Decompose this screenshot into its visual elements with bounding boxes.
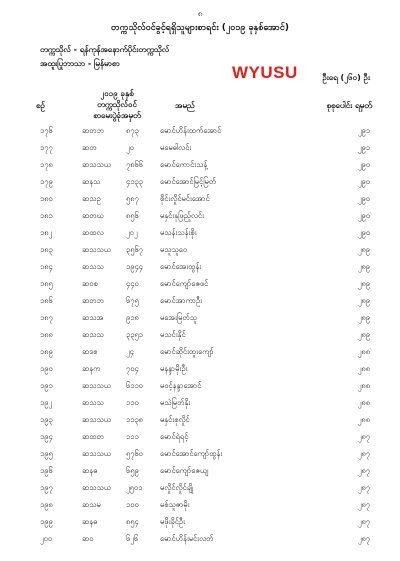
table-row xyxy=(0,126,400,140)
table-row xyxy=(0,483,400,497)
cell-number: ၅၈၇ xyxy=(126,194,139,203)
table-row xyxy=(0,245,400,259)
cell-name: မောင်ဆိုင်းထူးကျော် xyxy=(160,347,214,356)
table-row xyxy=(0,228,400,242)
cell-no: ၁၈၆ xyxy=(40,296,53,305)
cell-name: မသန်းသန်းစိုး xyxy=(160,228,197,237)
table-row xyxy=(0,432,400,446)
cell-name: မောင်ကောင်းသန့် xyxy=(160,160,208,169)
cell-total: ၂၈၉ xyxy=(357,262,370,271)
cell-total: ၂၈၇ xyxy=(357,534,370,543)
cell-number: ၁၉၄၄ xyxy=(126,262,143,271)
cell-total: ၂၈၇ xyxy=(357,517,370,526)
cell-no: ၁၉၆ xyxy=(40,466,53,475)
cell-class: ဆတဃ xyxy=(82,211,104,220)
cell-total: ၂၈၈ xyxy=(357,415,370,424)
cell-name: မဖိုးခိုင်ဦး xyxy=(160,517,185,526)
cell-class: ဆသဥ xyxy=(82,194,101,203)
cell-number: ၈၇၃ xyxy=(126,126,139,135)
cell-total: ၂၉၀ xyxy=(357,160,370,169)
header-roll-number xyxy=(82,88,152,121)
seat-count: ဦးရေ (၂၆၀) ဦး xyxy=(322,73,370,82)
table-row xyxy=(0,347,400,361)
document-title: တက္ကသိုလ်ဝင်ခွင့်ရရှိသူများစာရင်း (၂၀၁၉ ခုနှစ်အောင်) xyxy=(111,23,289,33)
cell-class: ဆသသ xyxy=(82,330,104,339)
cell-number: ၇၀၄ xyxy=(126,364,139,373)
cell-total: ၂၉၀ xyxy=(357,228,370,237)
table-row xyxy=(0,143,400,157)
cell-class: ဆနဓ xyxy=(82,466,98,475)
cell-class: ဆတဘ xyxy=(82,296,104,305)
cell-class: ဆဝစ xyxy=(82,279,98,288)
table-row xyxy=(0,177,400,191)
cell-no: ၁၉၅ xyxy=(40,449,53,458)
table-row xyxy=(0,279,400,293)
cell-number: ၁၁၁ xyxy=(126,432,139,441)
cell-number: ၃၅၆၇ xyxy=(126,245,143,254)
cell-name: မမေဓါလင်း xyxy=(160,143,192,152)
cell-name: မောင်အာကာဦး xyxy=(160,296,203,305)
cell-class: ဆသသယ xyxy=(82,245,112,254)
cell-name: မနှင်းနုဖြည့်လင်း xyxy=(160,211,204,220)
table-row xyxy=(0,262,400,276)
cell-total: ၂၈၇ xyxy=(357,466,370,475)
cell-no: ၁၉၀ xyxy=(40,364,53,373)
cell-name: မောင်အောင်မြင့်မြတ် xyxy=(160,177,217,186)
cell-number: ၆၁၁၀ xyxy=(126,381,143,390)
cell-no: ၁၈၉ xyxy=(40,347,53,356)
cell-name: မနှင်းစုလှိုင် xyxy=(160,415,190,424)
cell-no: ၁၇၇ xyxy=(40,143,53,152)
cell-name: မောင်ကျော်ဇေဖင် xyxy=(160,279,209,288)
cell-name: မောင်အေးထွန်း xyxy=(160,262,202,271)
cell-number: ၁၀၀ xyxy=(126,500,139,509)
cell-name: မောင်အောင်ကျော်ထွန်း xyxy=(160,449,223,458)
table-row xyxy=(0,296,400,310)
cell-number: ၅၇၆၀ xyxy=(126,449,143,458)
table-row xyxy=(0,330,400,344)
cell-total: ၂၉၀ xyxy=(357,194,370,203)
table-header xyxy=(0,88,400,122)
cell-total: ၂၉၀ xyxy=(357,211,370,220)
cell-no: ၁၉၈ xyxy=(40,500,53,509)
subject-line: အထူးပြုဘာသာ - မြန်မာစာ xyxy=(40,59,120,68)
cell-number: ၁၁၃၈ xyxy=(126,415,143,424)
cell-class: ဆဝ xyxy=(82,534,94,543)
cell-no: ၁၈၁ xyxy=(40,211,53,220)
table-row xyxy=(0,415,400,429)
table-row xyxy=(0,466,400,480)
header-roll-line2: တက္ကသိုလ်ဝင် xyxy=(97,100,137,109)
table-row xyxy=(0,534,400,548)
cell-total: ၂၈၈ xyxy=(357,381,370,390)
cell-class: ဆသသယ xyxy=(82,160,112,169)
cell-name: မောင်ဟိန်းထက်အောင် xyxy=(160,126,222,135)
table-row xyxy=(0,449,400,463)
cell-number: ၂၄ xyxy=(126,347,134,356)
cell-total: ၂၈၈ xyxy=(357,398,370,407)
cell-class: ဆသသယ xyxy=(82,483,112,492)
table-row xyxy=(0,381,400,395)
cell-total: ၂၈၉ xyxy=(357,296,370,305)
table-row xyxy=(0,517,400,531)
cell-number: ၈၅၄ xyxy=(126,517,139,526)
cell-total: ၂၉၁ xyxy=(357,126,370,135)
table-row xyxy=(0,398,400,412)
table-row xyxy=(0,160,400,174)
cell-name: မောင်ကျော်ဇေယျ xyxy=(160,466,209,475)
cell-no: ၁၇၉ xyxy=(40,177,53,186)
cell-name: မအေးမြတ်သူ xyxy=(160,313,197,322)
watermark-logo: WYUSU xyxy=(232,63,298,82)
cell-class: ဆသအ xyxy=(82,313,104,322)
header-roll-line1: ၂၀၁၉ ခုနှစ် xyxy=(100,89,134,98)
cell-class: ဆဒစ xyxy=(82,347,98,356)
table-row xyxy=(0,364,400,378)
cell-name: မစ်သူဇာမိုး xyxy=(160,500,190,509)
cell-name: မောင်ရဲရင့် xyxy=(160,432,189,441)
cell-total: ၂၈၉ xyxy=(357,330,370,339)
cell-number: ၄၁၃၃ xyxy=(126,177,143,186)
cell-class: ဆသသ xyxy=(82,398,104,407)
cell-no: ၁၉၇ xyxy=(40,483,53,492)
cell-no: ၁၇၈ xyxy=(40,160,53,169)
cell-no: ၁၇၆ xyxy=(40,126,53,135)
cell-number: ၂၅၀၁ xyxy=(126,483,143,492)
cell-class: ဆတဘ xyxy=(82,126,104,135)
cell-no: ၁၉၁ xyxy=(40,381,53,390)
cell-class: ဆနသ xyxy=(82,177,101,186)
university-line: တက္ကသိုလ် - ရန်ကုန်အနောက်ပိုင်းတက္ကသိုလ် xyxy=(40,45,170,54)
cell-no: ၁၈၇ xyxy=(40,313,53,322)
cell-class: ဆသသ xyxy=(82,262,104,271)
cell-total: ၂၈၇ xyxy=(357,500,370,509)
cell-total: ၂၉၀ xyxy=(357,177,370,186)
cell-class: ဆတ xyxy=(82,143,97,152)
cell-no: ၁၈၅ xyxy=(40,279,53,288)
cell-number: ၉၁၈ xyxy=(126,313,139,322)
cell-no: ၁၉၄ xyxy=(40,432,53,441)
cell-class: ဆထတ xyxy=(82,432,104,441)
cell-class: ဆသသယ xyxy=(82,449,112,458)
cell-total: ၂၈၇ xyxy=(357,432,370,441)
cell-total: ၂၈၇ xyxy=(357,483,370,492)
cell-no: ၁၉၉ xyxy=(40,517,53,526)
header-roll-line3: စာမေးပွဲခုံအမှတ် xyxy=(93,111,141,120)
cell-name: မသူသူဝေ xyxy=(160,245,188,254)
cell-total: ၂၈၇ xyxy=(357,449,370,458)
cell-no: ၁၈၃ xyxy=(40,245,53,254)
cell-total: ၂၈၈ xyxy=(357,364,370,373)
cell-class: ဆနဓ xyxy=(82,517,98,526)
header-name: အမည် xyxy=(175,101,195,110)
header-no: စဉ် xyxy=(36,101,45,110)
cell-name: စိုင်းလှိုင်မင်းအောင် xyxy=(160,194,210,203)
cell-name: မောင်ဟိန်းမင်းလတ် xyxy=(160,534,214,543)
cell-total: ၂၈၉ xyxy=(357,279,370,288)
cell-name: မဝင့်နန္ဒာအောင် xyxy=(160,381,202,390)
cell-number: ၆၇၅ xyxy=(126,296,139,305)
cell-no: ၁၉၃ xyxy=(40,415,53,424)
cell-class: ဆထလ xyxy=(82,228,104,237)
cell-class: ဆသသယ xyxy=(82,415,112,424)
cell-number: ၆၅၉ xyxy=(126,466,139,475)
cell-number: ၄၄၀ xyxy=(126,279,139,288)
cell-number: ၇၈၆၆ xyxy=(126,160,143,169)
cell-class: ဆသမ xyxy=(82,500,101,509)
cell-number: ၂၀ xyxy=(126,143,134,152)
cell-name: မသဲမြတ်နိုး xyxy=(160,398,191,407)
cell-no: ၁၉၂ xyxy=(40,398,53,407)
cell-name: မသင်းနိုင် xyxy=(160,330,186,339)
cell-name: မနန္ဒာမိုးဦး xyxy=(160,364,188,373)
cell-total: ၂၉၁ xyxy=(357,143,370,152)
cell-number: ၁၁၀ xyxy=(126,398,139,407)
cell-no: ၁၈၀ xyxy=(40,194,53,203)
cell-total: ၂၈၉ xyxy=(357,313,370,322)
cell-no: ၂၀၀ xyxy=(40,534,53,543)
cell-total: ၂၈၉ xyxy=(357,245,370,254)
cell-no: ၁၈၄ xyxy=(40,262,53,271)
table-row xyxy=(0,211,400,225)
cell-no: ၁၈၂ xyxy=(40,228,53,237)
cell-class: ဆသသယ xyxy=(82,381,112,390)
cell-number: ၃၃၅၁ xyxy=(126,330,143,339)
cell-no: ၁၈၈ xyxy=(40,330,53,339)
cell-total: ၂၈၈ xyxy=(357,347,370,356)
table-row xyxy=(0,500,400,514)
cell-name: မလှိုင်လှိုင်ချို xyxy=(160,483,194,492)
cell-class: ဆနက xyxy=(82,364,101,373)
table-row xyxy=(0,313,400,327)
page-number: ၈ xyxy=(197,9,203,18)
cell-number: ၈၅၆ xyxy=(126,211,139,220)
header-total: စုစုပေါင်း ရမှတ် xyxy=(326,101,372,110)
cell-number: ၂၀၂ xyxy=(126,228,138,237)
cell-number: ၆၂၆ xyxy=(126,534,139,543)
table-row xyxy=(0,194,400,208)
